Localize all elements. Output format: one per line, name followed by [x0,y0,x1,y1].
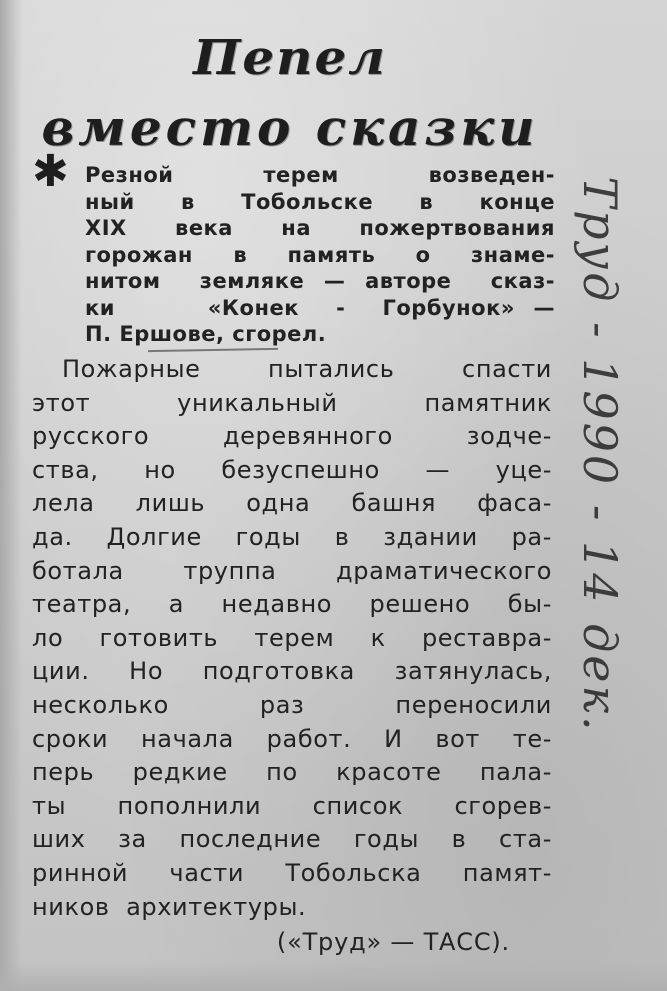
body-line: ло готовить терем к реставра- [32,623,552,652]
body-line: ции. Но подготовка затянулась, [32,657,552,686]
lead-line: нитом земляке — авторе сказ- [85,269,555,293]
paper-edge-shadow-left [0,0,22,991]
body-line: ты пополнили список сгорев- [32,791,552,820]
lead-line: горожан в память о знаме- [85,242,555,267]
lead-line: П. Ершове, сгорел. [85,322,327,346]
body-line: Пожарные пытались спасти [62,355,552,383]
body-line: этот уникальный памятник [32,388,552,417]
lead-line: ный в Тобольске в конце [85,189,555,214]
lead-line: Резной терем возведен- [85,163,555,187]
body-line: несколько раз переносили [32,690,552,719]
body-line: театра, а недавно решено бы- [32,590,552,619]
lead-paragraph [85,162,555,348]
body-line: да. Долгие годы в здании ра- [32,522,552,551]
body-line: ства, но безуспешно — уце- [32,455,552,484]
body-paragraph [32,353,552,924]
body-line: лела лишь одна башня фаса- [32,489,552,518]
body-line: ботала труппа драматического [32,556,552,585]
body-line: русского деревянного зодче- [32,422,552,451]
body-line: сроки начала работ. И вот те- [32,724,552,753]
paper-edge-shadow-bottom [0,961,667,991]
body-line: ников архитектуры. [32,892,307,921]
lead-line: ки «Конек - Горбунок» — [85,295,555,320]
headline-line-1: Пепел [193,29,387,86]
body-line: ринной части Тобольска памят- [32,858,552,887]
asterisk-ornament-icon: ✱ [32,146,69,197]
source-credit: («Труд» — ТАСС). [276,928,510,956]
body-line: перь редкие по красоте пала- [32,758,552,787]
pencil-underline-mark [148,348,278,352]
handwritten-date-note: Труд - 1990 - 14 дек. [573,176,627,734]
body-line: ших за последние годы в ста- [32,825,552,854]
lead-line: XIX века на пожертвования [85,216,555,240]
headline-line-2: вместо сказки [41,98,539,157]
